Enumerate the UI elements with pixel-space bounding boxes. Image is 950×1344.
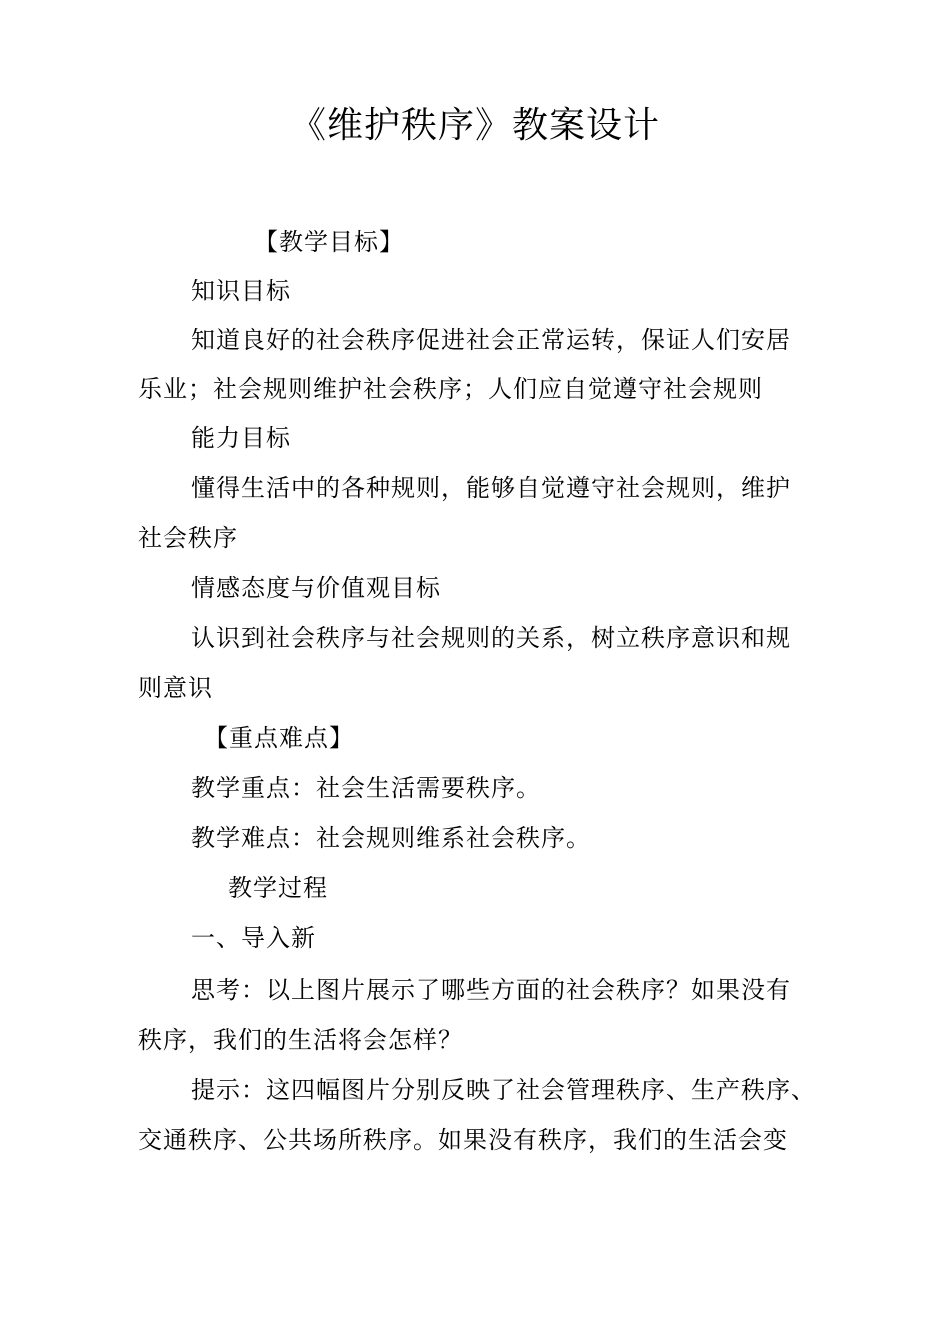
document-title: 《维护秩序》教案设计 bbox=[289, 105, 660, 146]
paragraph-line: 乐业；社会规则维护社会秩序；人们应自觉遵守社会规则 bbox=[138, 375, 763, 403]
subheading-knowledge-goals: 知识目标 bbox=[191, 277, 291, 305]
paragraph-line: 社会秩序 bbox=[138, 524, 238, 552]
paragraph-line: 秩序，我们的生活将会怎样？ bbox=[138, 1026, 463, 1054]
paragraph-line: 思考：以上图片展示了哪些方面的社会秩序？如果没有 bbox=[191, 976, 791, 1004]
subheading-attitude-goals: 情感态度与价值观目标 bbox=[191, 574, 441, 602]
paragraph-line: 则意识 bbox=[138, 674, 213, 702]
paragraph-line: 教学重点：社会生活需要秩序。 bbox=[191, 774, 541, 802]
paragraph-line: 教学难点：社会规则维系社会秩序。 bbox=[191, 824, 591, 852]
paragraph-line: 懂得生活中的各种规则，能够自觉遵守社会规则，维护 bbox=[191, 474, 791, 502]
section-heading-teaching-goals: 【教学目标】 bbox=[254, 228, 404, 256]
paragraph-line: 交通秩序、公共场所秩序。如果没有秩序，我们的生活会变 bbox=[138, 1126, 788, 1154]
paragraph-line: 认识到社会秩序与社会规则的关系，树立秩序意识和规 bbox=[191, 624, 791, 652]
subheading-ability-goals: 能力目标 bbox=[191, 424, 291, 452]
section-heading-key-points: 【重点难点】 bbox=[204, 724, 354, 752]
paragraph-line: 提示：这四幅图片分别反映了社会管理秩序、生产秩序、 bbox=[191, 1076, 816, 1104]
section-heading-teaching-process: 教学过程 bbox=[228, 874, 328, 902]
paragraph-line: 知道良好的社会秩序促进社会正常运转，保证人们安居 bbox=[191, 326, 791, 354]
subheading-introduction: 一、导入新 bbox=[191, 924, 316, 952]
